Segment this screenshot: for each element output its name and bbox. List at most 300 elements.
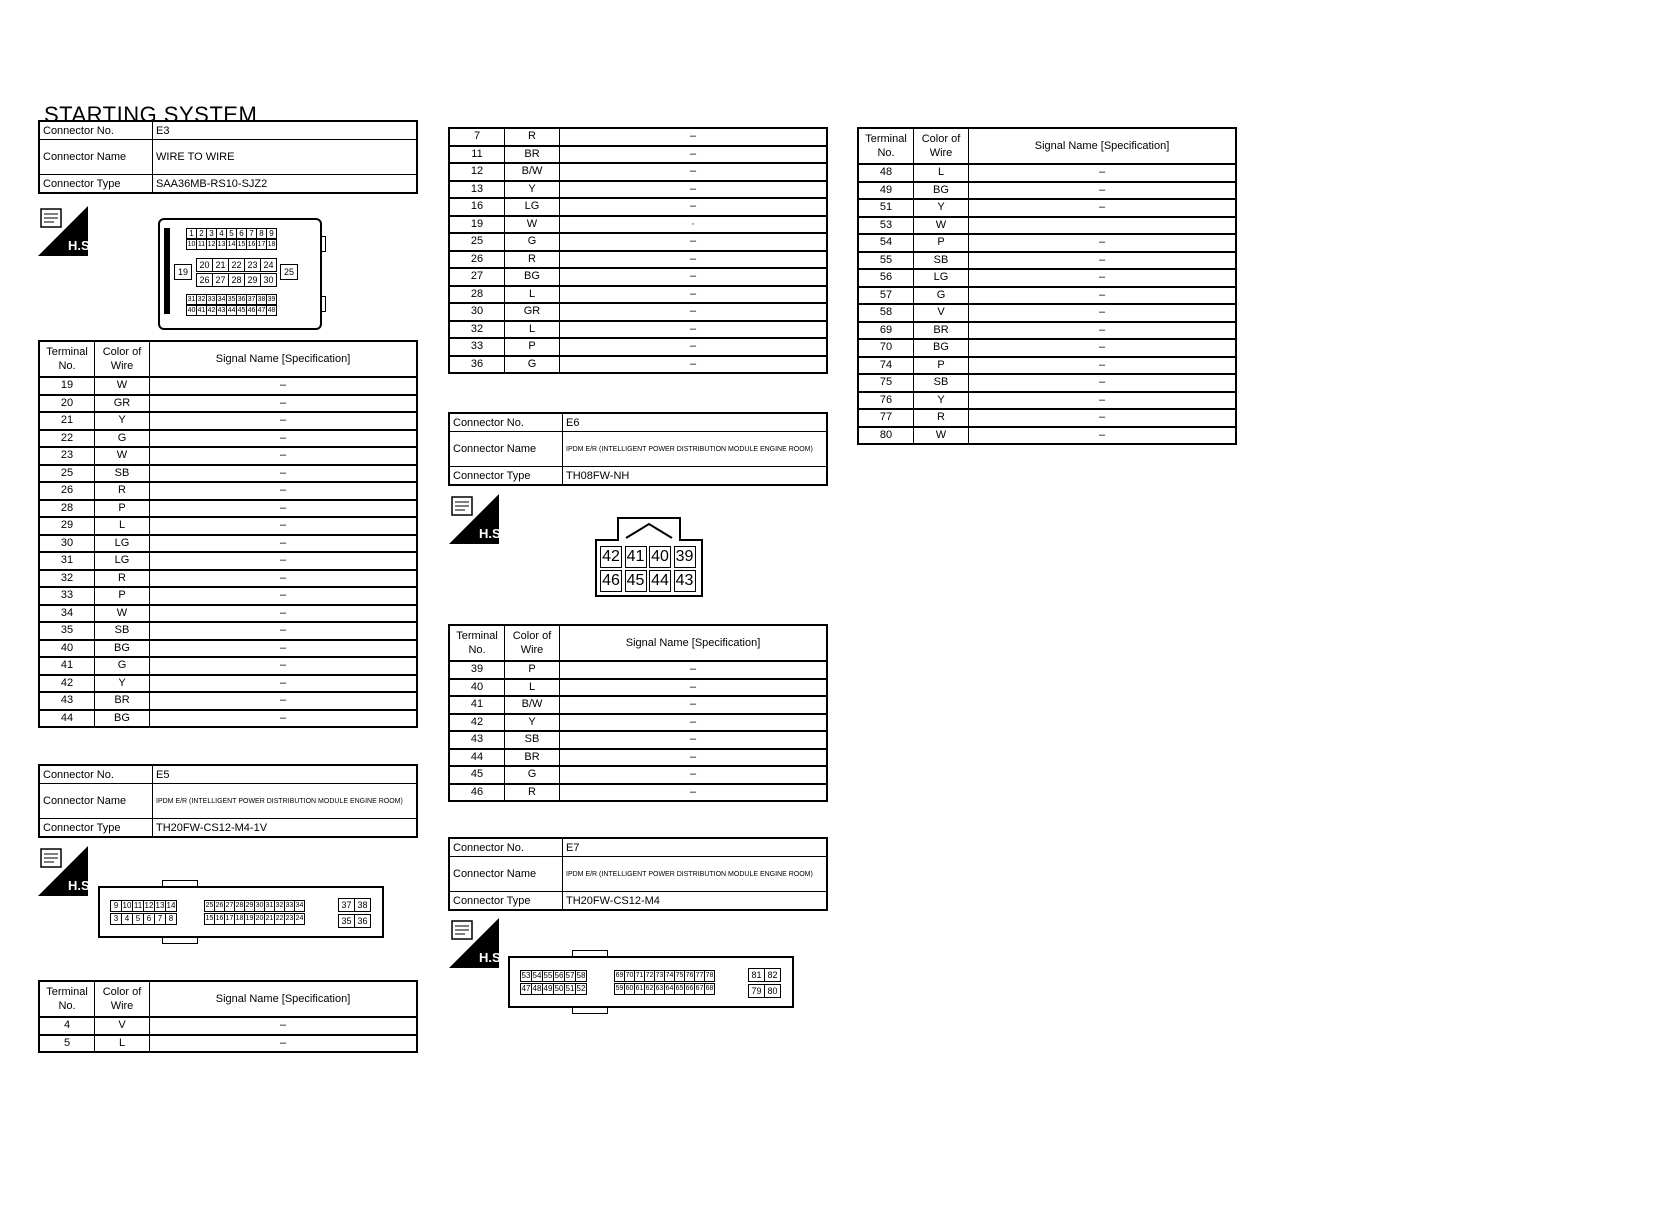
connector-pin: 16: [214, 913, 225, 925]
connector-pin: 11: [133, 901, 143, 910]
wire-color-cell: W: [95, 605, 150, 623]
terminal-cell: 40: [39, 640, 95, 658]
connector-pin: 46: [600, 570, 622, 592]
connector-pin: 31: [187, 296, 196, 303]
terminal-cell: 19: [449, 216, 505, 234]
wire-color-cell: Y: [914, 199, 969, 217]
signal-cell: –: [150, 1035, 418, 1053]
terminal-cell: 13: [449, 181, 505, 199]
terminal-cell: 40: [449, 679, 505, 697]
signal-cell: –: [560, 198, 828, 216]
e5-cont-block: [448, 127, 828, 374]
wire-color-cell: G: [914, 287, 969, 305]
signal-cell: –: [969, 339, 1237, 357]
connector-pin: 63: [654, 983, 665, 995]
signal-cell: –: [969, 164, 1237, 182]
terminal-cell: 35: [39, 622, 95, 640]
table-row: [449, 784, 827, 802]
terminal-cell: 7: [449, 128, 505, 146]
table-row: [39, 710, 417, 728]
connector-name-label: Connector Name: [39, 784, 153, 819]
terminal-cell: 23: [39, 447, 95, 465]
connector-pin: 24: [294, 913, 305, 925]
e6-info-table: [448, 412, 828, 486]
connector-pin: 27: [212, 273, 229, 287]
terminal-cell: 44: [449, 749, 505, 767]
connector-pin: 12: [207, 241, 216, 248]
connector-no-value: E6: [563, 413, 828, 432]
connector-pin: 29: [244, 900, 255, 912]
connector-type-label: Connector Type: [449, 892, 563, 911]
connector-pin: 8: [256, 228, 267, 239]
connector-pin: 36: [237, 296, 246, 303]
signal-cell: –: [560, 146, 828, 164]
terminal-cell: 33: [39, 587, 95, 605]
terminal-cell: 29: [39, 517, 95, 535]
connector-pin: 7: [246, 228, 257, 239]
e6-info-block: [448, 412, 828, 486]
connector-pin: 35: [227, 296, 236, 303]
wire-color-cell: R: [505, 784, 560, 802]
signal-cell: –: [150, 570, 418, 588]
terminal-cell: 77: [858, 409, 914, 427]
signal-cell: –: [560, 268, 828, 286]
wire-color-cell: L: [95, 1035, 150, 1053]
wire-color-cell: P: [95, 500, 150, 518]
table-row: [39, 517, 417, 535]
connector-pin: 3: [206, 228, 217, 239]
terminal-no-header: Terminal No.: [449, 625, 505, 661]
wire-color-cell: R: [914, 409, 969, 427]
connector-pin: 45: [625, 570, 647, 592]
connector-pin: 66: [684, 983, 695, 995]
connector-pin: 35: [338, 914, 355, 928]
signal-cell: –: [150, 535, 418, 553]
wire-color-cell: GR: [95, 395, 150, 413]
wire-color-cell: G: [505, 356, 560, 374]
connector-pin: 46: [247, 307, 256, 314]
e5-info-block: [38, 764, 418, 838]
wire-color-cell: R: [505, 251, 560, 269]
connector-pin: 41: [625, 546, 647, 568]
terminal-cell: 20: [39, 395, 95, 413]
connector-pin: 54: [532, 971, 542, 980]
connector-pin: 70: [624, 970, 635, 982]
connector-pin: 9: [266, 228, 277, 239]
connector-name-value: WIRE TO WIRE: [153, 140, 418, 175]
wire-color-cell: L: [505, 321, 560, 339]
connector-pin: 18: [234, 913, 245, 925]
connector-pin: 4: [121, 913, 133, 925]
connector-pin: 32: [197, 296, 206, 303]
connector-type-value: SAA36MB-RS10-SJZ2: [153, 175, 418, 194]
signal-cell: –: [560, 714, 828, 732]
table-row: [858, 374, 1236, 392]
table-row: [858, 427, 1236, 445]
terminal-cell: 42: [39, 675, 95, 693]
connector-pin: 51: [565, 984, 575, 993]
connector-name-value: IPDM E/R (INTELLIGENT POWER DISTRIBUTION MODULE ENGINE ROOM): [563, 432, 828, 467]
table-row: [449, 731, 827, 749]
wire-color-cell: W: [95, 447, 150, 465]
table-row: [858, 182, 1236, 200]
terminal-cell: 41: [449, 696, 505, 714]
connector-pin: 10: [122, 901, 132, 910]
terminal-cell: 56: [858, 269, 914, 287]
connector-pin: 13: [155, 901, 165, 910]
connector-pin: 21: [212, 258, 229, 272]
table-row: [449, 714, 827, 732]
signal-cell: –: [560, 321, 828, 339]
connector-pin: 21: [264, 913, 275, 925]
color-header: Color of Wire: [505, 625, 560, 661]
table-row: [449, 163, 827, 181]
terminal-cell: 45: [449, 766, 505, 784]
signal-cell: [969, 217, 1237, 235]
table-row: [39, 622, 417, 640]
connector-tab: [572, 950, 608, 957]
connector-pin: 49: [543, 984, 553, 993]
terminal-cell: 12: [449, 163, 505, 181]
hs-icon: [38, 206, 94, 256]
table-row: [449, 321, 827, 339]
signal-cell: –: [560, 731, 828, 749]
table-row: [39, 395, 417, 413]
table-row: [39, 465, 417, 483]
signal-cell: –: [560, 338, 828, 356]
table-row: [39, 692, 417, 710]
connector-type-value: TH08FW-NH: [563, 467, 828, 486]
terminal-cell: 53: [858, 217, 914, 235]
wire-color-cell: Y: [914, 392, 969, 410]
connector-name-label: Connector Name: [449, 432, 563, 467]
connector-pin: 34: [217, 296, 226, 303]
table-row: [39, 1017, 417, 1035]
signal-cell: –: [150, 692, 418, 710]
connector-pin: 68: [704, 983, 715, 995]
table-row: [39, 640, 417, 658]
signal-cell: –: [150, 710, 418, 728]
connector-pin: 8: [165, 913, 177, 925]
wire-color-cell: W: [95, 377, 150, 395]
terminal-cell: 28: [39, 500, 95, 518]
table-row: [449, 251, 827, 269]
wire-color-cell: B/W: [505, 696, 560, 714]
terminal-cell: 44: [39, 710, 95, 728]
connector-pin: 42: [207, 307, 216, 314]
terminal-no-header: Terminal No.: [39, 981, 95, 1017]
connector-pin: 27: [224, 900, 235, 912]
terminal-cell: 54: [858, 234, 914, 252]
connector-pin: 17: [257, 241, 266, 248]
signal-cell: –: [150, 377, 418, 395]
table-row: [858, 252, 1236, 270]
terminal-cell: 25: [39, 465, 95, 483]
connector-pin: 19: [174, 264, 192, 280]
wire-color-cell: LG: [505, 198, 560, 216]
connector-pin: 52: [576, 984, 586, 993]
signal-cell: –: [150, 412, 418, 430]
connector-pin: 47: [257, 307, 266, 314]
connector-pin: 61: [634, 983, 645, 995]
connector-type-label: Connector Type: [39, 175, 153, 194]
terminal-cell: 19: [39, 377, 95, 395]
table-row: [449, 233, 827, 251]
e3-connector-diagram: [158, 218, 322, 330]
wire-color-cell: P: [914, 234, 969, 252]
wire-color-cell: Y: [505, 714, 560, 732]
table-row: [39, 412, 417, 430]
table-row: [858, 304, 1236, 322]
wire-color-cell: P: [914, 357, 969, 375]
connector-pin: 67: [694, 983, 705, 995]
connector-pin: 74: [664, 970, 675, 982]
connector-pin: 20: [254, 913, 265, 925]
signal-cell: –: [150, 1017, 418, 1035]
wire-color-cell: Y: [505, 181, 560, 199]
hs-label: H.S.: [68, 238, 94, 253]
terminal-cell: 34: [39, 605, 95, 623]
wire-color-cell: L: [505, 286, 560, 304]
terminal-cell: 16: [449, 198, 505, 216]
hs-icon: [449, 494, 505, 544]
connector-pin: 39: [267, 296, 276, 303]
signal-cell: –: [150, 675, 418, 693]
connector-pin: 1: [186, 228, 197, 239]
signal-cell: –: [150, 447, 418, 465]
connector-pin: 9: [110, 900, 122, 912]
connector-pin: 38: [257, 296, 266, 303]
connector-pin: 23: [244, 258, 261, 272]
connector-type-label: Connector Type: [39, 819, 153, 838]
table-row: [449, 216, 827, 234]
e7-connector-diagram: [508, 956, 794, 1008]
terminal-no-header: Terminal No.: [39, 341, 95, 377]
wire-color-cell: R: [95, 570, 150, 588]
connector-pin: 18: [267, 241, 276, 248]
connector-pin: 43: [674, 570, 696, 592]
e6-connector-diagram: [596, 518, 702, 596]
terminal-cell: 74: [858, 357, 914, 375]
table-row: [858, 164, 1236, 182]
wire-color-cell: G: [505, 766, 560, 784]
table-row: [449, 268, 827, 286]
terminal-cell: 30: [39, 535, 95, 553]
connector-pin: 33: [207, 296, 216, 303]
terminal-cell: 48: [858, 164, 914, 182]
terminal-cell: 80: [858, 427, 914, 445]
signal-header: Signal Name [Specification]: [150, 981, 418, 1017]
connector-type-value: TH20FW-CS12-M4-1V: [153, 819, 418, 838]
signal-cell: –: [969, 199, 1237, 217]
connector-type-label: Connector Type: [449, 467, 563, 486]
signal-cell: ·: [560, 216, 828, 234]
table-row: [858, 409, 1236, 427]
connector-pin: 65: [674, 983, 685, 995]
hs-label: H.S.: [479, 950, 505, 965]
wire-color-cell: W: [914, 217, 969, 235]
connector-pin: 23: [284, 913, 295, 925]
connector-pin: 39: [674, 546, 696, 568]
wire-color-cell: L: [505, 679, 560, 697]
hs-label: H.S.: [479, 526, 505, 541]
wire-color-cell: BR: [505, 749, 560, 767]
wire-color-cell: LG: [914, 269, 969, 287]
terminal-cell: 32: [39, 570, 95, 588]
connector-pin: 75: [674, 970, 685, 982]
terminal-cell: 4: [39, 1017, 95, 1035]
table-row: [39, 605, 417, 623]
connector-pin: 79: [748, 984, 765, 998]
terminal-cell: 58: [858, 304, 914, 322]
signal-cell: –: [150, 640, 418, 658]
connector-pin: 25: [204, 900, 215, 912]
table-row: [858, 287, 1236, 305]
table-row: [449, 766, 827, 784]
table-row: [449, 356, 827, 374]
e7-terminal-table: [857, 127, 1237, 445]
table-row: [858, 199, 1236, 217]
terminal-cell: 5: [39, 1035, 95, 1053]
connector-pin: 55: [543, 971, 553, 980]
wire-color-cell: V: [914, 304, 969, 322]
wire-color-cell: BR: [914, 322, 969, 340]
signal-cell: –: [969, 182, 1237, 200]
terminal-cell: 46: [449, 784, 505, 802]
wire-color-cell: BG: [95, 640, 150, 658]
connector-pin: 58: [576, 971, 586, 980]
e3-terminal-table: [38, 340, 418, 728]
table-row: [39, 657, 417, 675]
connector-pin: 40: [649, 546, 671, 568]
signal-cell: –: [150, 517, 418, 535]
terminal-cell: 30: [449, 303, 505, 321]
connector-name-label: Connector Name: [449, 857, 563, 892]
signal-cell: –: [150, 657, 418, 675]
connector-no-value: E5: [153, 765, 418, 784]
wire-color-cell: R: [505, 128, 560, 146]
wire-color-cell: BR: [505, 146, 560, 164]
connector-pin: 28: [228, 273, 245, 287]
terminal-cell: 27: [449, 268, 505, 286]
signal-header: Signal Name [Specification]: [560, 625, 828, 661]
wire-color-cell: L: [914, 164, 969, 182]
e6-terminal-block: [448, 624, 828, 802]
e5-cont-terminal-table: [448, 127, 828, 374]
connector-pin: 13: [217, 241, 226, 248]
table-row: [449, 679, 827, 697]
signal-cell: –: [969, 287, 1237, 305]
e5-terminal-block: [38, 980, 418, 1053]
connector-pin: 26: [196, 273, 213, 287]
hs-icon: [38, 846, 94, 896]
connector-pin: 59: [614, 983, 625, 995]
connector-pin: 41: [197, 307, 206, 314]
table-row: [39, 430, 417, 448]
terminal-cell: 43: [449, 731, 505, 749]
signal-cell: –: [969, 269, 1237, 287]
connector-pin: 47: [521, 984, 531, 993]
wire-color-cell: BG: [914, 339, 969, 357]
signal-cell: –: [969, 322, 1237, 340]
signal-cell: –: [560, 356, 828, 374]
e6-terminal-table: [448, 624, 828, 802]
signal-cell: –: [150, 605, 418, 623]
hs-icon: [449, 918, 505, 968]
signal-cell: –: [560, 233, 828, 251]
connector-pin: 34: [294, 900, 305, 912]
connector-pin: 72: [644, 970, 655, 982]
signal-cell: –: [560, 163, 828, 181]
wire-color-cell: R: [95, 482, 150, 500]
table-row: [39, 1035, 417, 1053]
signal-cell: –: [969, 357, 1237, 375]
signal-cell: –: [150, 465, 418, 483]
wire-color-cell: GR: [505, 303, 560, 321]
table-row: [39, 552, 417, 570]
e7-info-table: [448, 837, 828, 911]
wire-color-cell: L: [95, 517, 150, 535]
connector-latch: [320, 296, 326, 312]
e3-info-block: [38, 120, 418, 194]
connector-pin: 32: [274, 900, 285, 912]
wire-color-cell: LG: [95, 535, 150, 553]
connector-tab: [162, 880, 198, 887]
terminal-no-header: Terminal No.: [858, 128, 914, 164]
connector-pin: 15: [204, 913, 215, 925]
terminal-cell: 70: [858, 339, 914, 357]
connector-pin: 82: [764, 968, 781, 982]
signal-cell: –: [150, 552, 418, 570]
connector-pin: 12: [144, 901, 154, 910]
connector-no-label: Connector No.: [449, 838, 563, 857]
wire-color-cell: SB: [914, 252, 969, 270]
table-row: [449, 303, 827, 321]
connector-latch: [320, 236, 326, 252]
connector-pin: 36: [354, 914, 371, 928]
signal-cell: –: [969, 392, 1237, 410]
wire-color-cell: G: [95, 657, 150, 675]
wire-color-cell: BR: [95, 692, 150, 710]
signal-cell: –: [969, 304, 1237, 322]
signal-cell: –: [560, 784, 828, 802]
e5-connector-diagram: [98, 886, 384, 938]
connector-name-value: IPDM E/R (INTELLIGENT POWER DISTRIBUTION MODULE ENGINE ROOM): [153, 784, 418, 819]
connector-pin: 80: [764, 984, 781, 998]
signal-header: Signal Name [Specification]: [150, 341, 418, 377]
table-row: [39, 482, 417, 500]
color-header: Color of Wire: [95, 341, 150, 377]
table-row: [858, 322, 1236, 340]
connector-no-value: E7: [563, 838, 828, 857]
signal-header: Signal Name [Specification]: [969, 128, 1237, 164]
e5-terminal-table: [38, 980, 418, 1053]
wire-color-cell: SB: [95, 622, 150, 640]
terminal-cell: 39: [449, 661, 505, 679]
table-row: [449, 661, 827, 679]
wire-color-cell: W: [914, 427, 969, 445]
table-row: [449, 696, 827, 714]
wire-color-cell: SB: [914, 374, 969, 392]
signal-cell: –: [560, 661, 828, 679]
table-row: [449, 749, 827, 767]
table-row: [39, 587, 417, 605]
connector-pin: 37: [338, 898, 355, 912]
connector-pin: 19: [244, 913, 255, 925]
connector-pin: 5: [132, 913, 144, 925]
signal-cell: –: [560, 181, 828, 199]
connector-pin: 5: [226, 228, 237, 239]
